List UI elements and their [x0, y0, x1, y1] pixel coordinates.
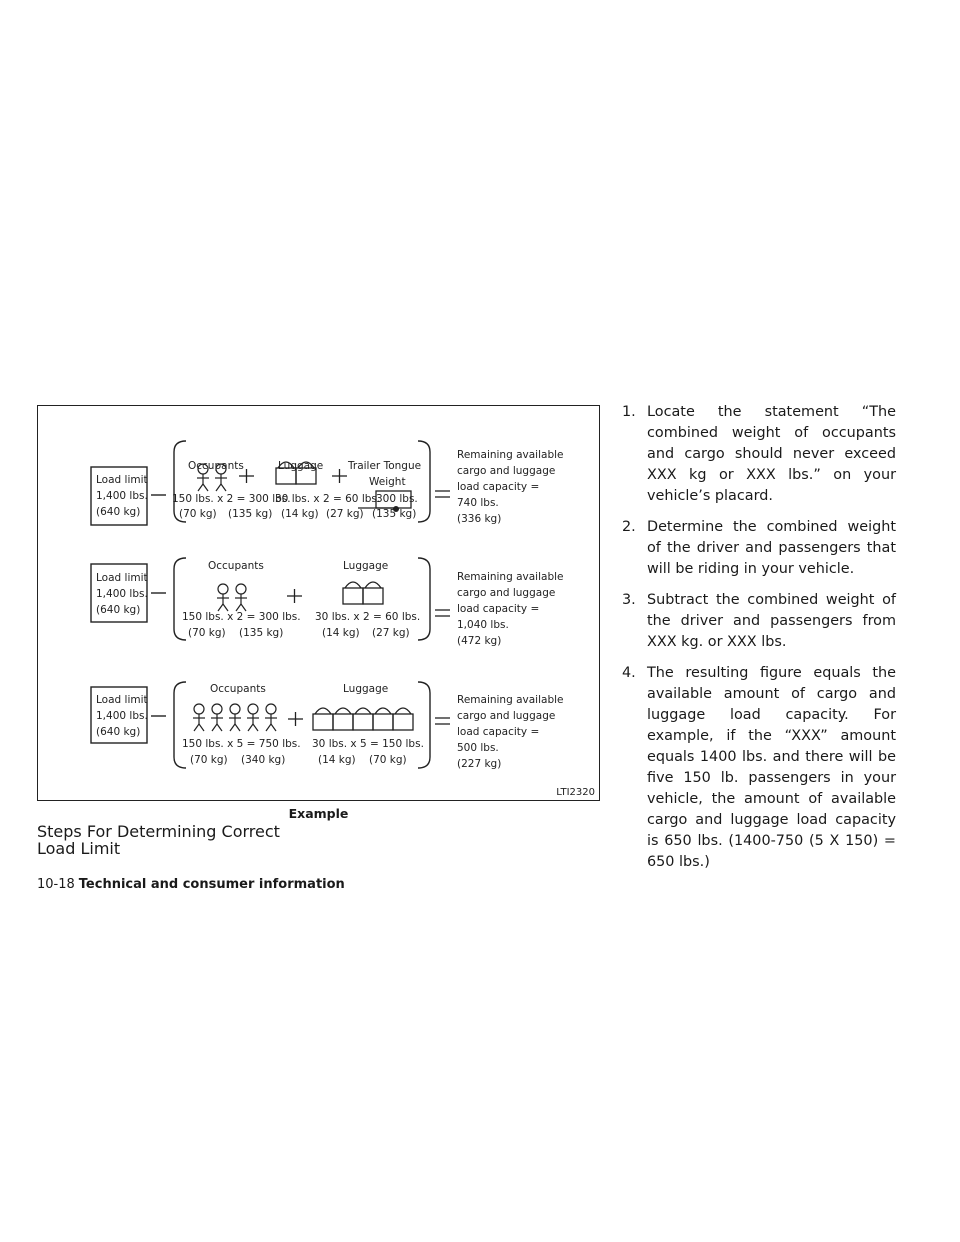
- luggage-kg-each: (14 kg): [322, 627, 360, 639]
- luggage-kg-total: (70 kg): [369, 754, 407, 766]
- result-line: load capacity =: [457, 481, 540, 493]
- occupants-label: Occupants: [210, 683, 266, 695]
- occupants-calc: 150 lbs. x 5 = 750 lbs.: [182, 738, 301, 750]
- equals-sign: [435, 718, 450, 724]
- trailer-calc: 300 lbs.: [376, 493, 418, 505]
- luggage-icons: [313, 708, 413, 730]
- result-line: cargo and luggage: [457, 587, 556, 599]
- trailer-label: Trailer Tongue: [348, 460, 422, 472]
- load-limit-text: Load limit: [96, 474, 148, 486]
- luggage-icon: [353, 708, 373, 730]
- luggage-calc: 30 lbs. x 2 = 60 lbs.: [275, 493, 381, 505]
- occupants-kg-total: (135 kg): [228, 508, 273, 520]
- step-item: [620, 402, 896, 507]
- person-icon: [211, 704, 223, 731]
- luggage-label: Luggage: [343, 560, 389, 572]
- occupants-kg-each: (70 kg): [190, 754, 228, 766]
- luggage-kg-each: (14 kg): [281, 508, 319, 520]
- load-limit-text: Load limit: [96, 572, 148, 584]
- person-icon: [235, 584, 247, 611]
- result-kg: (336 kg): [457, 513, 502, 525]
- step-text: The resulting figure equals the available amount of cargo and luggage load capacity. For example, if the “XXX” amount equals 1400 lbs. and there will be five 150 lb. passengers in your vehicle, the amount of available cargo and luggage load capacity is 650 lbs. (1400-750 (5 X 150) = 650 lbs.): [647, 665, 896, 870]
- occupant-icons: [217, 584, 247, 611]
- steps-list: [620, 402, 896, 883]
- page-footer: [37, 877, 345, 892]
- step-item: [620, 590, 896, 653]
- row-1: [91, 441, 564, 525]
- step-text: Determine the combined weight of the driver and passengers that will be riding in your vehicle.: [647, 519, 896, 577]
- occupants-kg-total: (135 kg): [239, 627, 284, 639]
- person-icon: [217, 584, 229, 611]
- bracket-left: [174, 558, 186, 640]
- bracket-right: [418, 682, 430, 768]
- load-limit-text: Load limit: [96, 694, 148, 706]
- person-icon: [193, 704, 205, 731]
- row-2: [91, 558, 564, 647]
- luggage-kg-each: (14 kg): [318, 754, 356, 766]
- plus-icon: [332, 469, 347, 483]
- result-line: Remaining available: [457, 694, 564, 706]
- figure-caption: Example: [288, 806, 349, 821]
- step-text: Subtract the combined weight of the driver and passengers from XXX kg. or XXX lbs.: [647, 592, 896, 650]
- luggage-label: Luggage: [278, 460, 324, 472]
- luggage-calc: 30 lbs. x 2 = 60 lbs.: [315, 611, 421, 623]
- step-item: [620, 517, 896, 580]
- step-number: 1.: [622, 404, 636, 420]
- result-line: Remaining available: [457, 571, 564, 583]
- person-icon: [229, 704, 241, 731]
- luggage-icon: [373, 708, 393, 730]
- luggage-icon: [343, 582, 363, 604]
- step-text: Locate the statement “The combined weight of occupants and cargo should never exceed XXX kg or XXX lbs.” on your vehicle’s placard.: [647, 404, 896, 504]
- load-limit-lbs: 1,400 lbs.: [96, 588, 148, 600]
- result-lbs: 740 lbs.: [457, 497, 499, 509]
- occupants-kg-each: (70 kg): [179, 508, 217, 520]
- load-limit-lbs: 1,400 lbs.: [96, 490, 148, 502]
- luggage-icon: [313, 708, 333, 730]
- occupants-kg-total: (340 kg): [241, 754, 286, 766]
- luggage-kg-total: (27 kg): [326, 508, 364, 520]
- result-lbs: 1,040 lbs.: [457, 619, 509, 631]
- bracket-right: [418, 558, 430, 640]
- result-line: cargo and luggage: [457, 710, 556, 722]
- occupants-label: Occupants: [208, 560, 264, 572]
- result-line: load capacity =: [457, 603, 540, 615]
- chapter-title: Technical and consumer information: [78, 877, 345, 892]
- step-number: 2.: [622, 519, 636, 535]
- person-icon: [247, 704, 259, 731]
- person-icon: [265, 704, 277, 731]
- section-title-line: Load Limit: [37, 839, 121, 858]
- luggage-icons: [343, 582, 383, 604]
- section-title: [37, 823, 280, 857]
- load-limit-diagram: [38, 406, 598, 799]
- bracket-right: [418, 441, 430, 522]
- load-limit-figure: [37, 405, 600, 801]
- result-line: load capacity =: [457, 726, 540, 738]
- figure-code: LTI2320: [556, 787, 595, 798]
- page-number: 10-18: [37, 877, 75, 892]
- result-kg: (227 kg): [457, 758, 502, 770]
- trailer-kg: (135 kg): [372, 508, 417, 520]
- luggage-label: Luggage: [343, 683, 389, 695]
- result-line: cargo and luggage: [457, 465, 556, 477]
- occupants-label: Occupants: [188, 460, 244, 472]
- occupants-calc: 150 lbs. x 2 = 300 lbs.: [172, 493, 291, 505]
- load-limit-kg: (640 kg): [96, 604, 141, 616]
- luggage-icon: [363, 582, 383, 604]
- step-number: 3.: [622, 592, 636, 608]
- result-kg: (472 kg): [457, 635, 502, 647]
- step-number: 4.: [622, 665, 636, 681]
- result-lbs: 500 lbs.: [457, 742, 499, 754]
- luggage-icon: [393, 708, 413, 730]
- bracket-left: [174, 682, 186, 768]
- luggage-icon: [333, 708, 353, 730]
- luggage-calc: 30 lbs. x 5 = 150 lbs.: [312, 738, 424, 750]
- row-3: [91, 682, 564, 770]
- plus-icon: [287, 589, 302, 603]
- trailer-label-weight: Weight: [369, 476, 406, 488]
- equals-sign: [435, 491, 450, 497]
- result-line: Remaining available: [457, 449, 564, 461]
- load-limit-kg: (640 kg): [96, 506, 141, 518]
- step-item: [620, 663, 896, 873]
- luggage-kg-total: (27 kg): [372, 627, 410, 639]
- section-title-line: Steps For Determining Correct: [37, 822, 280, 841]
- load-limit-lbs: 1,400 lbs.: [96, 710, 148, 722]
- equals-sign: [435, 610, 450, 616]
- occupants-kg-each: (70 kg): [188, 627, 226, 639]
- occupant-icons: [193, 704, 277, 731]
- plus-icon: [288, 712, 303, 726]
- load-limit-kg: (640 kg): [96, 726, 141, 738]
- occupants-calc: 150 lbs. x 2 = 300 lbs.: [182, 611, 301, 623]
